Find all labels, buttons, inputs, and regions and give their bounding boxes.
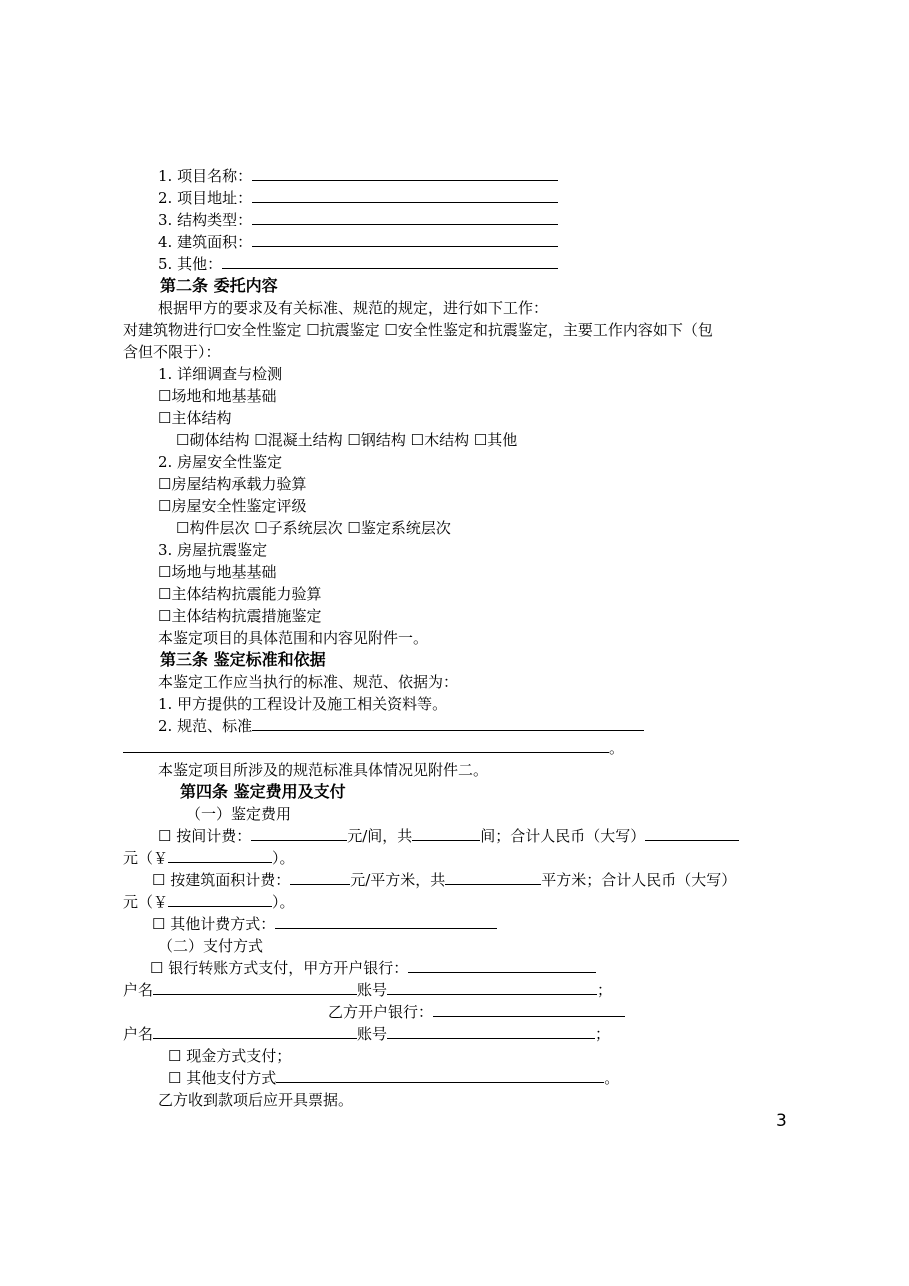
structure-type-label: 3. 结构类型： xyxy=(158,211,253,229)
section3-item-site[interactable]: ☐场地与地基基础 xyxy=(158,563,277,581)
fee-per-area-yuan-blank[interactable] xyxy=(168,892,272,907)
project-other-blank[interactable] xyxy=(222,254,558,269)
project-name-label: 1. 项目名称： xyxy=(158,167,253,185)
fee-per-room-yuan-blank[interactable] xyxy=(168,848,272,863)
article2-line1: 对建筑物进行☐安全性鉴定 ☐抗震鉴定 ☐安全性鉴定和抗震鉴定，主要工作内容如下（包 xyxy=(123,321,713,339)
article2-note: 本鉴定项目的具体范围和内容见附件一。 xyxy=(158,629,429,647)
party-a-bank-blank[interactable] xyxy=(408,958,596,973)
receipt-note: 乙方收到款项后应开具票据。 xyxy=(158,1091,354,1109)
fee-per-room-total-label: 间；合计人民币（大写） xyxy=(480,827,646,845)
article3-note: 本鉴定项目所涉及的规范标准具体情况见附件二。 xyxy=(158,761,489,779)
fee-title: （一）鉴定费用 xyxy=(186,805,292,823)
article4-title: 第四条 鉴定费用及支付 xyxy=(180,782,346,801)
article3-item1: 1. 甲方提供的工程设计及施工相关资料等。 xyxy=(158,695,448,713)
project-name-blank[interactable] xyxy=(252,166,558,181)
fee-per-room-price-blank[interactable] xyxy=(251,826,347,841)
article2-intro: 根据甲方的要求及有关标准、规范的规定，进行如下工作： xyxy=(158,299,549,317)
fee-per-room-yuan-row xyxy=(123,848,295,868)
party-a-account-label: 账号 xyxy=(357,981,388,999)
standards-blank[interactable] xyxy=(252,716,644,731)
article2-line2: 含但不限于）： xyxy=(123,343,221,361)
fee-per-area-yuan-label: 元（￥ xyxy=(123,893,169,911)
party-b-bank-blank[interactable] xyxy=(433,1002,625,1017)
section2-item-rating[interactable]: ☐房屋安全性鉴定评级 xyxy=(158,497,307,515)
section1-structure-options[interactable]: ☐砌体结构 ☐混凝土结构 ☐钢结构 ☐木结构 ☐其他 xyxy=(176,431,518,449)
project-other-label: 5. 其他： xyxy=(158,255,223,273)
bank-transfer-label: ☐ 银行转账方式支付，甲方开户银行： xyxy=(150,959,409,977)
standards-continuation-row xyxy=(123,738,624,758)
project-address-row xyxy=(158,188,558,208)
fee-other-label: ☐ 其他计费方式： xyxy=(152,915,276,933)
fee-other-blank[interactable] xyxy=(275,914,497,929)
party-a-account-row xyxy=(123,980,612,1000)
page-number: 3 xyxy=(776,1111,787,1131)
article3-item2-row xyxy=(158,716,644,736)
section2-title: 2. 房屋安全性鉴定 xyxy=(158,453,283,471)
fee-per-area-row[interactable] xyxy=(152,870,736,890)
fee-per-area-price-blank[interactable] xyxy=(290,870,350,885)
fee-per-area-total-label: 平方米；合计人民币（大写） xyxy=(541,871,737,889)
other-payment-row[interactable] xyxy=(168,1068,619,1088)
fee-per-room-label: ☐ 按间计费： xyxy=(158,827,252,845)
structure-type-row xyxy=(158,210,558,230)
payment-title: （二）支付方式 xyxy=(158,937,264,955)
party-b-bank-row xyxy=(328,1002,625,1022)
building-area-row xyxy=(158,232,558,252)
standards-end-mark: 。 xyxy=(609,739,625,757)
bank-transfer-row[interactable] xyxy=(150,958,596,978)
fee-per-room-unit: 元/间，共 xyxy=(347,827,413,845)
other-payment-label: ☐ 其他支付方式 xyxy=(168,1069,277,1087)
party-b-account-row xyxy=(123,1024,610,1044)
section1-title: 1. 详细调查与检测 xyxy=(158,365,283,383)
section2-level-options[interactable]: ☐构件层次 ☐子系统层次 ☐鉴定系统层次 xyxy=(176,519,451,537)
project-address-label: 2. 项目地址： xyxy=(158,189,253,207)
fee-per-area-label: ☐ 按建筑面积计费： xyxy=(152,871,291,889)
section2-item-capacity[interactable]: ☐房屋结构承载力验算 xyxy=(158,475,307,493)
building-area-blank[interactable] xyxy=(252,232,558,247)
fee-per-room-close: ）。 xyxy=(272,849,295,867)
structure-type-blank[interactable] xyxy=(252,210,558,225)
fee-per-area-yuan-row xyxy=(123,892,295,912)
article3-title: 第三条 鉴定标准和依据 xyxy=(160,650,326,669)
fee-other-row[interactable] xyxy=(152,914,497,934)
party-b-bank-label: 乙方开户银行： xyxy=(328,1003,434,1021)
building-area-label: 4. 建筑面积： xyxy=(158,233,253,251)
party-b-name-label: 户名 xyxy=(123,1025,154,1043)
fee-per-area-size-blank[interactable] xyxy=(445,870,541,885)
fee-per-room-row[interactable] xyxy=(158,826,739,846)
party-a-semicolon: ； xyxy=(597,981,613,999)
fee-per-room-total-blank[interactable] xyxy=(645,826,739,841)
party-a-name-label: 户名 xyxy=(123,981,154,999)
other-payment-period: 。 xyxy=(604,1069,620,1087)
fee-per-area-close: ）。 xyxy=(272,893,295,911)
article2-title: 第二条 委托内容 xyxy=(160,276,278,295)
party-b-account-blank[interactable] xyxy=(387,1024,595,1039)
article3-intro: 本鉴定工作应当执行的标准、规范、依据为： xyxy=(158,673,459,691)
cash-payment-option[interactable]: ☐ 现金方式支付； xyxy=(168,1047,292,1065)
section3-item-capacity[interactable]: ☐主体结构抗震能力验算 xyxy=(158,585,322,603)
project-address-blank[interactable] xyxy=(252,188,558,203)
section3-title: 3. 房屋抗震鉴定 xyxy=(158,541,268,559)
fee-per-room-count-blank[interactable] xyxy=(412,826,480,841)
project-name-row xyxy=(158,166,558,186)
party-b-semicolon: ； xyxy=(595,1025,611,1043)
party-a-account-blank[interactable] xyxy=(387,980,597,995)
section3-item-measures[interactable]: ☐主体结构抗震措施鉴定 xyxy=(158,607,322,625)
other-payment-blank[interactable] xyxy=(276,1068,604,1083)
party-a-name-blank[interactable] xyxy=(153,980,357,995)
fee-per-room-yuan-label: 元（￥ xyxy=(123,849,169,867)
project-other-row xyxy=(158,254,558,274)
article3-item2-label: 2. 规范、标准 xyxy=(158,717,253,735)
party-b-name-blank[interactable] xyxy=(153,1024,357,1039)
standards-blank-2[interactable] xyxy=(123,738,609,753)
section1-item-site[interactable]: ☐场地和地基基础 xyxy=(158,387,277,405)
party-b-account-label: 账号 xyxy=(357,1025,388,1043)
fee-per-area-unit: 元/平方米，共 xyxy=(350,871,446,889)
section1-item-main-structure[interactable]: ☐主体结构 xyxy=(158,409,232,427)
